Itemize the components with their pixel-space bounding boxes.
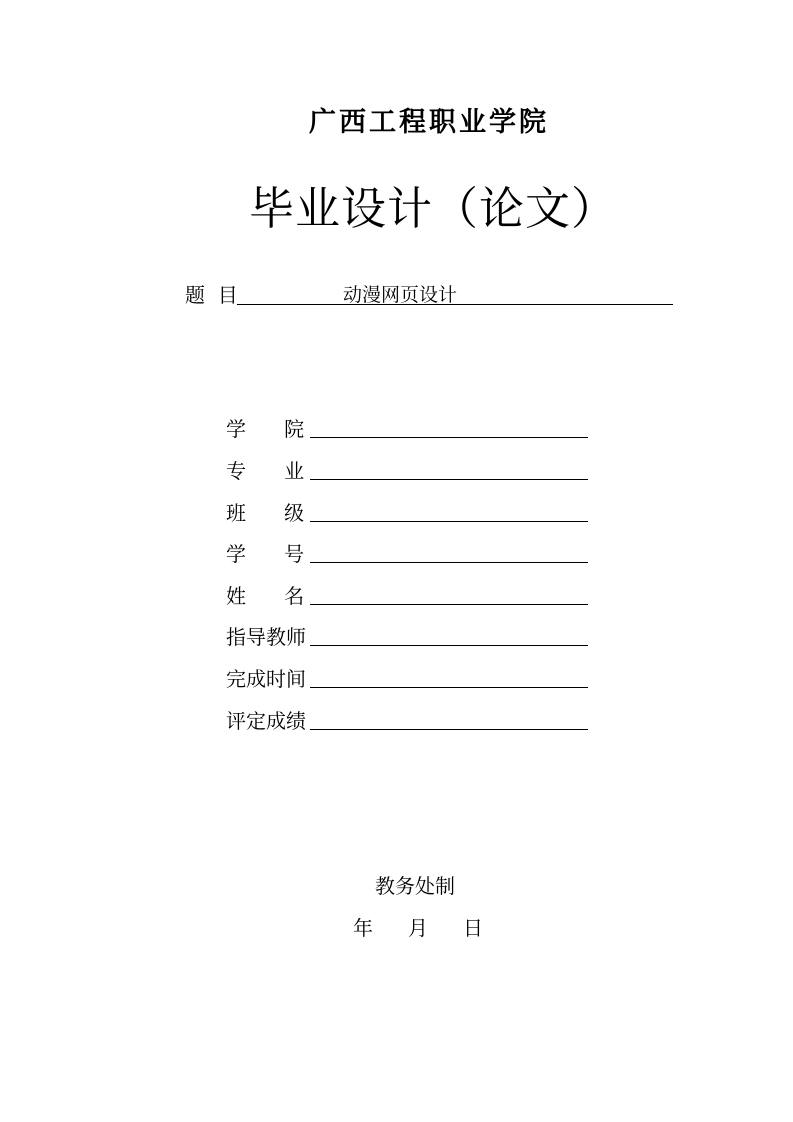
issuing-office: 教务处制 [375,874,455,898]
field-underline[interactable] [310,729,588,730]
date-month: 月 [408,916,428,940]
field-underline[interactable] [310,604,588,605]
topic-value[interactable]: 动漫网页设计 [343,284,458,306]
date-row [353,916,483,940]
field-advisor [226,625,588,649]
school-name: 广西工程职业学院 [309,107,549,138]
field-label: 专 业 [226,459,305,483]
field-major [226,459,588,483]
field-label: 完成时间 [226,667,306,691]
field-label: 姓 名 [226,584,305,608]
field-underline[interactable] [310,645,588,646]
date-day: 日 [463,916,483,940]
field-label: 指导教师 [226,625,306,649]
field-label: 学 院 [226,417,305,441]
field-underline[interactable] [310,437,588,438]
topic-label: 题 目 [185,283,238,307]
field-grade [226,709,588,733]
field-college [226,417,588,441]
field-underline[interactable] [310,521,588,522]
thesis-title: 毕业设计（论文） [248,182,617,235]
field-label: 班 级 [226,501,305,525]
field-underline[interactable] [310,479,588,480]
field-underline[interactable] [310,687,588,688]
field-student-id [226,542,588,566]
field-name [226,584,588,608]
date-year: 年 [353,916,373,940]
field-class [226,501,588,525]
field-underline[interactable] [310,562,588,563]
field-label: 学 号 [226,542,305,566]
field-completion-date [226,667,588,691]
field-label: 评定成绩 [226,709,306,733]
